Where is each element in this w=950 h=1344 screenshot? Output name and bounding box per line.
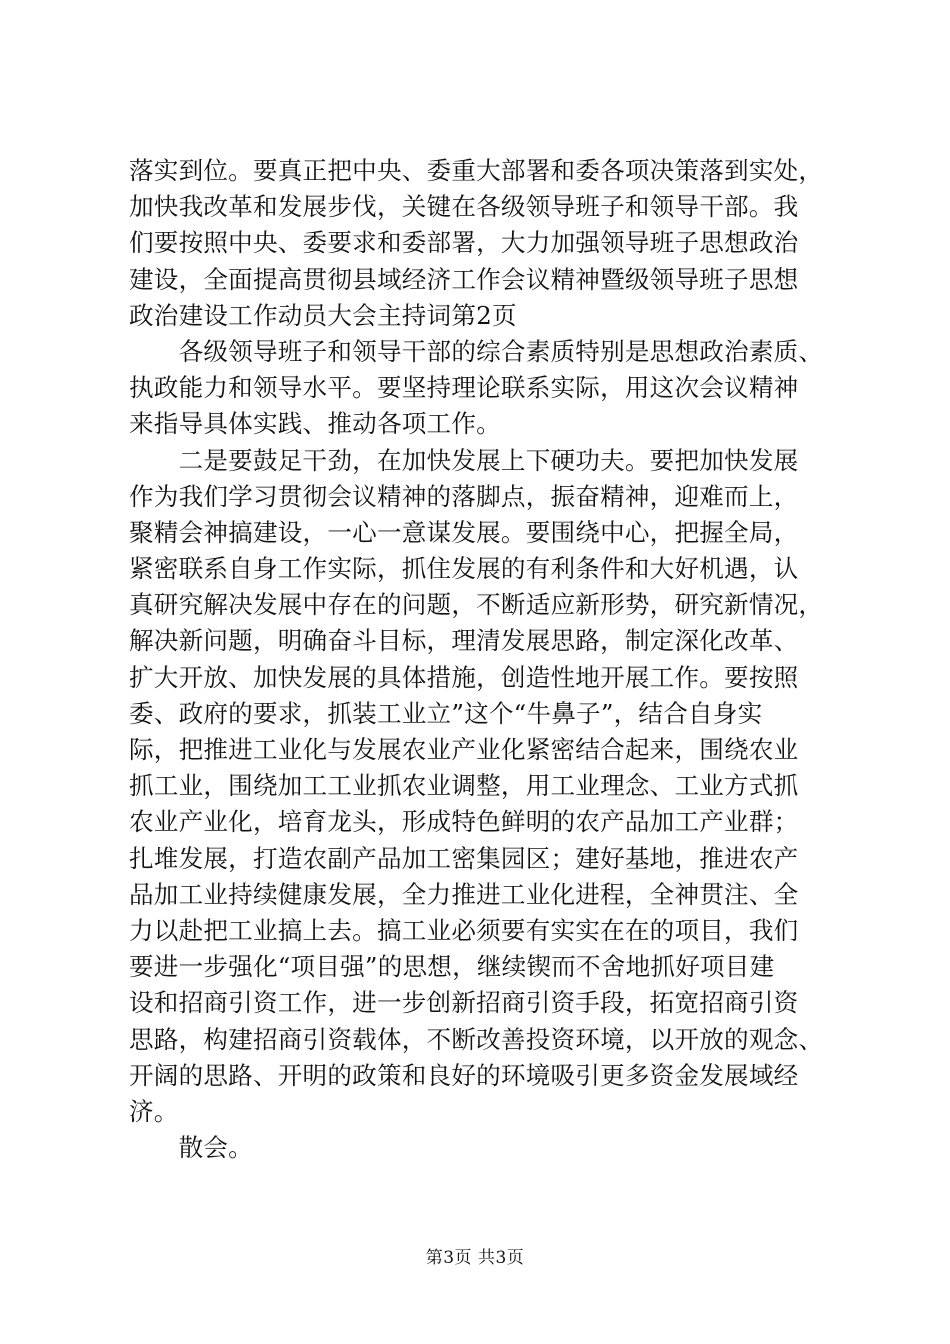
text-line: 来指导具体实践、推动各项工作。	[129, 409, 501, 439]
text-line: 际，把推进工业化与发展农业产业化紧密结合起来，围绕农业	[129, 735, 799, 764]
text-line: 散会。	[129, 1133, 253, 1163]
text-line: 建设，全面提高贯彻县域经济工作会议精神暨级领导班子思想	[129, 264, 799, 294]
text-line: 抓工业，围绕加工工业抓农业调整，用工业理念、工业方式抓	[129, 771, 799, 801]
text-line: 要进一步强化“项目强”的思想，继续锲而不舍地抓好项目建	[129, 952, 775, 982]
text-line: 各级领导班子和领导干部的综合素质特别是思想政治素质、	[129, 336, 824, 366]
document-body	[129, 153, 829, 1166]
text-line: 政治建设工作动员大会主持词第2页	[129, 300, 517, 330]
text-line: 解决新问题，明确奋斗目标，理清发展思路，制定深化改革、	[129, 626, 799, 656]
text-line: 作为我们学习贯彻会议精神的落脚点，振奋精神，迎难而上，	[129, 481, 799, 511]
text-line: 设和招商引资工作，进一步创新招商引资手段，拓宽招商引资	[129, 988, 799, 1018]
text-line: 真研究解决发展中存在的问题，不断适应新形势，研究新情况，	[129, 590, 824, 620]
text-line: 扎堆发展，打造农副产品加工密集园区；建好基地，推进农产	[129, 843, 799, 873]
text-line: 执政能力和领导水平。要坚持理论联系实际，用这次会议精神	[129, 373, 799, 403]
text-line: 紧密联系自身工作实际，抓住发展的有利条件和大好机遇，认	[129, 554, 799, 584]
text-line: 二是要鼓足干劲，在加快发展上下硬功夫。要把加快发展	[129, 445, 799, 475]
text-line: 扩大开放、加快发展的具体措施，创造性地开展工作。要按照	[129, 662, 799, 692]
text-line: 品加工业持续健康发展，全力推进工业化进程，全神贯注、全	[129, 879, 799, 909]
text-line: 济。	[129, 1096, 179, 1126]
page-footer: 第3页 共3页	[425, 1248, 525, 1268]
text-line: 们要按照中央、委要求和委部署，大力加强领导班子思想政治	[129, 228, 799, 258]
text-line: 落实到位。要真正把中央、委重大部署和委各项决策落到实处，	[129, 156, 824, 185]
text-line: 思路，构建招商引资载体，不断改善投资环境，以开放的观念、	[129, 1024, 824, 1054]
text-line: 加快我改革和发展步伐，关键在各级领导班子和领导干部。我	[129, 192, 799, 222]
text-line: 力以赴把工业搞上去。搞工业必须要有实实在在的项目，我们	[129, 915, 799, 945]
text-line: 开阔的思路、开明的政策和良好的环境吸引更多资金发展域经	[129, 1060, 799, 1090]
text-line: 农业产业化，培育龙头，形成特色鲜明的农产品加工产业群；	[129, 807, 799, 837]
text-line: 委、政府的要求，抓装工业立”这个“牛鼻子”，结合自身实	[129, 698, 763, 728]
text-line: 聚精会神搞建设，一心一意谋发展。要围绕中心，把握全局，	[129, 517, 799, 547]
